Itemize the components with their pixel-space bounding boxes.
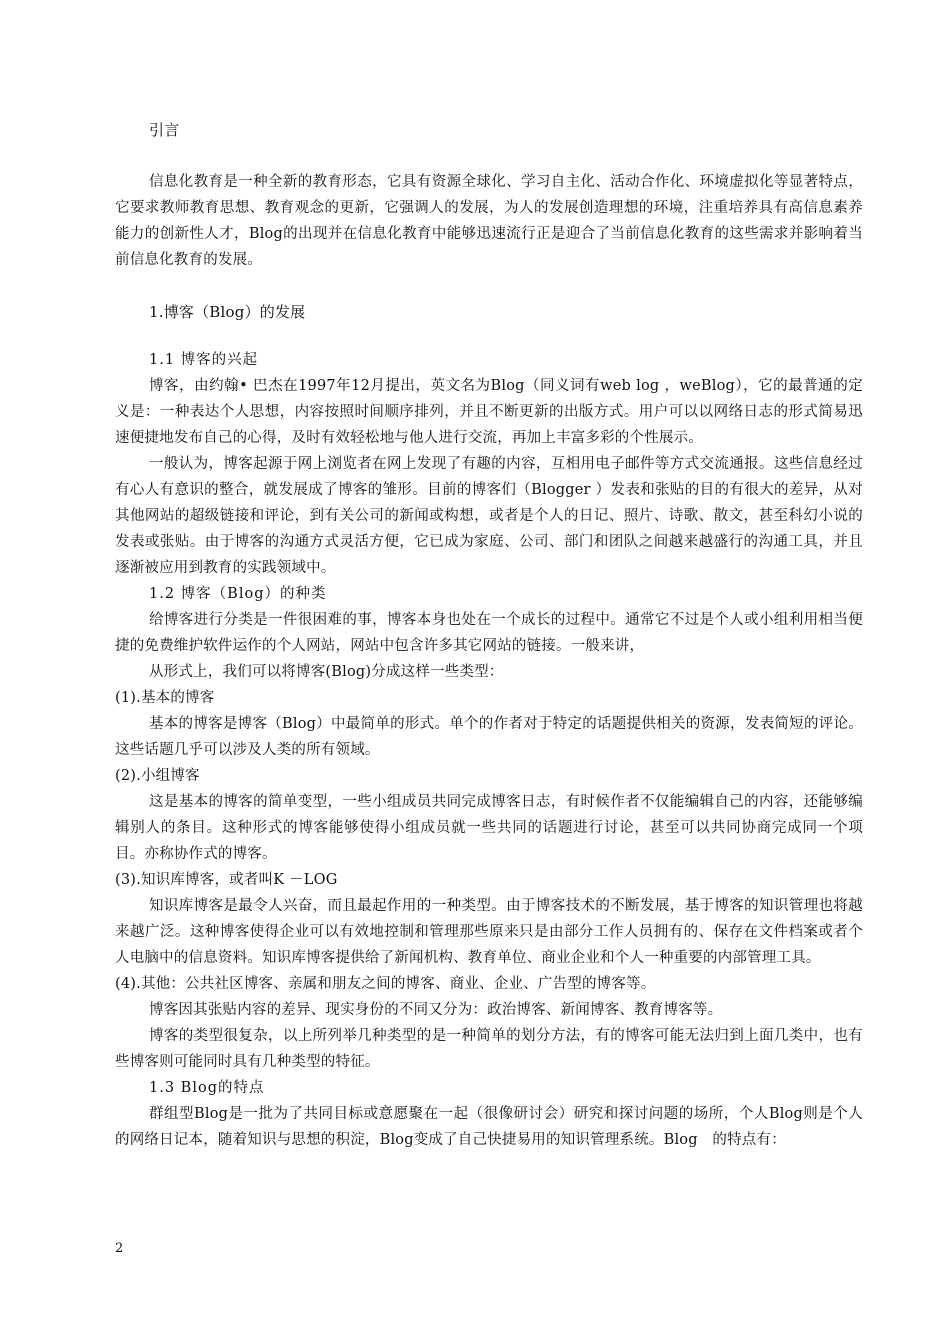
type-label: (2).小组博客 xyxy=(115,768,200,784)
type-description: 这是基本的博客的简单变型，一些小组成员共同完成博客日志，有时候作者不仅能编辑自己的内容，还能够编辑别人的条目。这种形式的博客能够使得小组成员就一些共同的话题进行讨论，甚至可以共同协商完成同一个项目。亦称协作式的博客。 xyxy=(115,794,863,862)
section-1-heading: 1.博客（Blog）的发展 xyxy=(149,303,306,321)
intro-paragraph: 信息化教育是一种全新的教育形态，它具有资源全球化、学习自主化、活动合作化、环境虚拟化等显著特点，它要求教师教育思想、教育观念的更新，它强调人的发展，为人的发展创造理想的环境，注重培养具有高信息素养能力的创新性人才，Blog的出现并在信息化教育中能够迅速流行正是迎合了当前信息化教育的这些需求并影响着当前信息化教育的发展。 xyxy=(115,174,863,268)
paragraph: 博客的类型很复杂，以上所列举几种类型的是一种简单的划分方法，有的博客可能无法归到上面几类中，也有些博客则可能同时具有几种类型的特征。 xyxy=(115,1028,863,1070)
subsection-1-3-heading: 1.3 Blog的特点 xyxy=(149,1080,265,1096)
type-description: 知识库博客是最令人兴奋，而且最起作用的一种类型。由于博客技术的不断发展，基于博客的知识管理也将越来越广泛。这种博客使得企业可以有效地控制和管理那些原来只是由部分工作人员拥有的、保存在文件档案或者个人电脑中的信息资料。知识库博客提供给了新闻机构、教育单位、商业企业和个人一种重要的内部管理工具。 xyxy=(115,898,863,966)
type-label: (1).基本的博客 xyxy=(115,690,215,706)
paragraph: 博客因其张贴内容的差异、现实身份的不同又分为：政治博客、新闻博客、教育博客等。 xyxy=(149,1002,723,1018)
paragraph: 从形式上，我们可以将博客(Blog)分成这样一些类型： xyxy=(149,664,504,680)
paragraph: 一般认为，博客起源于网上浏览者在网上发现了有趣的内容，互相用电子邮件等方式交流通报。这些信息经过有心人有意识的整合，就发展成了博客的雏形。目前的博客们（Blogger ）发表和张贴的目的有很大的差异，从对其他网站的超级链接和评论，到有关公司的新闻或构想，或者是个人的日记、照片、诗歌、散文，甚至科幻小说的发表或张贴。由于博客的沟通方式灵活方便，它已成为家庭、公司、部门和团队之间越来越盛行的沟通工具，并且逐渐被应用到教育的实践领域中。 xyxy=(115,456,863,576)
type-label-other: (4).其他：公共社区博客、亲属和朋友之间的博客、商业、企业、广告型的博客等。 xyxy=(115,976,656,992)
page-body xyxy=(115,117,863,1153)
intro-heading: 引言 xyxy=(149,121,180,139)
subsection-1-2-heading: 1.2 博客（Blog）的种类 xyxy=(149,586,327,602)
paragraph: 给博客进行分类是一件很困难的事，博客本身也处在一个成长的过程中。通常它不过是个人或小组利用相当便捷的免费维护软件运作的个人网站，网站中包含许多其它网站的链接。一般来讲， xyxy=(115,612,863,654)
paragraph: 博客，由约翰• 巴杰在1997年12月提出，英文名为Blog（同义词有web log ，weBlog），它的最普通的定义是：一种表达个人思想，内容按照时间顺序排列，并且不断更新的出版方式。用户可以以网络日志的形式简易迅速便捷地发布自己的心得，及时有效轻松地与他人进行交流，再加上丰富多彩的个性展示。 xyxy=(115,378,863,446)
type-description: 基本的博客是博客（Blog）中最简单的形式。单个的作者对于特定的话题提供相关的资源，发表简短的评论。这些话题几乎可以涉及人类的所有领域。 xyxy=(115,716,863,758)
subsection-1-1-heading: 1.1 博客的兴起 xyxy=(149,352,259,368)
paragraph: 群组型Blog是一批为了共同目标或意愿聚在一起（很像研讨会）研究和探讨问题的场所，个人Blog则是个人的网络日记本，随着知识与思想的积淀，Blog变成了自己快捷易用的知识管理系统。Blog 的特点有： xyxy=(115,1106,863,1148)
page-number: 2 xyxy=(115,1241,124,1256)
type-label: (3).知识库博客，或者叫K －LOG xyxy=(115,872,338,888)
